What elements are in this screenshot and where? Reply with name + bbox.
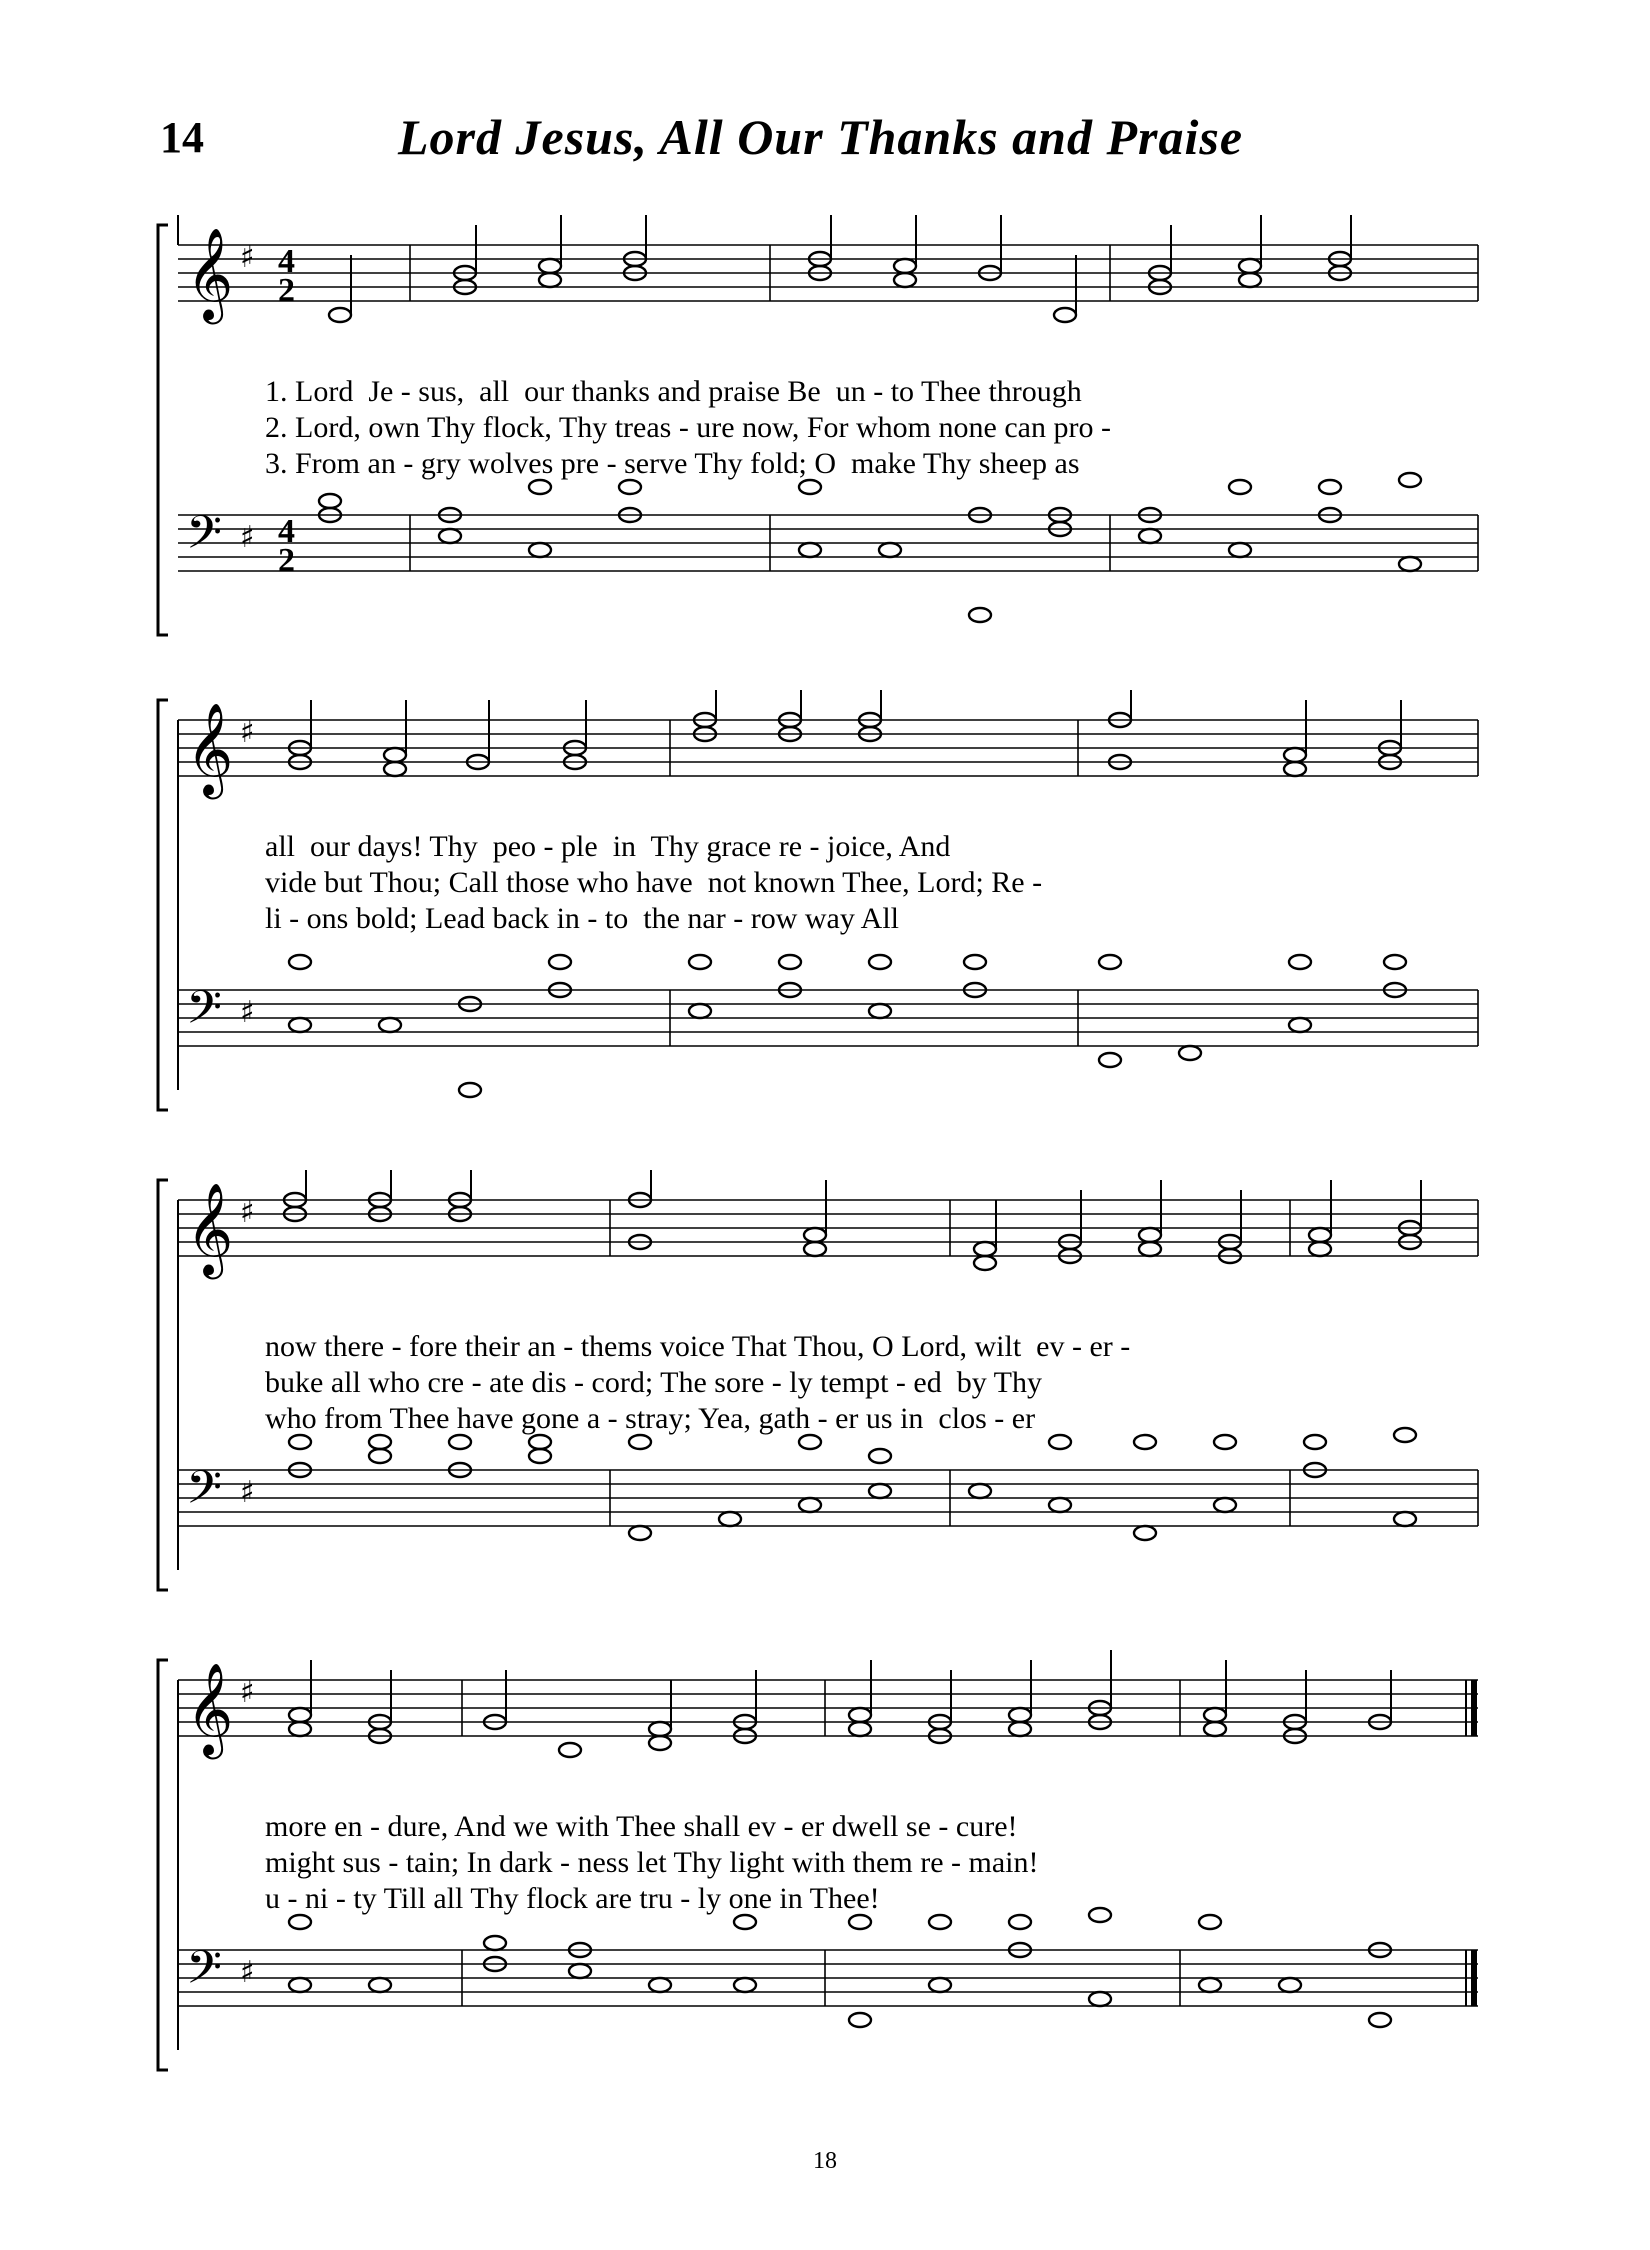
verse-1-line: 1. Lord Je - sus, all our thanks and praise Be un - to Thee through [265,375,1082,408]
hymn-title: Lord Jesus, All Our Thanks and Praise [398,109,1244,165]
page-number: 18 [813,2148,837,2174]
music-system-1 [0,215,1650,675]
music-system-4 [0,1650,1650,2110]
verse-3-line: who from Thee have gone a - stray; Yea, gath - er us in clos - er [265,1402,1036,1435]
verse-3-line: u - ni - ty Till all Thy flock are tru - ly one in Thee! [265,1882,880,1915]
svg-text:♯: ♯ [240,240,255,275]
verse-2-line: vide but Thou; Call those who have not known Thee, Lord; Re - [265,866,1043,899]
music-system-3 [0,1170,1650,1630]
staff-graphic [0,215,1650,675]
svg-text:𝄞: 𝄞 [186,1182,234,1275]
verse-1-line: more en - dure, And we with Thee shall ev - er dwell se - cure! [265,1810,1018,1843]
svg-text:2: 2 [278,542,295,579]
verse-1-line: now there - fore their an - thems voice That Thou, O Lord, wilt ev - er - [265,1330,1131,1363]
svg-text:𝄢: 𝄢 [186,1941,223,2006]
svg-text:𝄢: 𝄢 [186,981,223,1046]
staff-graphic [0,1170,1650,1630]
svg-text:4: 4 [278,243,295,280]
svg-text:2: 2 [278,272,295,309]
verse-3-line: li - ons bold; Lead back in - to the nar - row way All [265,902,900,935]
verse-3-line: 3. From an - gry wolves pre - serve Thy fold; O make Thy sheep as [265,447,1080,480]
verse-2-line: buke all who cre - ate dis - cord; The sore - ly tempt - ed by Thy [265,1366,1042,1399]
svg-text:𝄢: 𝄢 [186,1461,223,1526]
verse-1-line: all our days! Thy peo - ple in Thy grace re - joice, And [265,830,951,863]
svg-text:𝄢: 𝄢 [186,506,223,571]
svg-text:♯: ♯ [240,1955,255,1990]
verse-2-line: 2. Lord, own Thy flock, Thy treas - ure now, For whom none can pro - [265,411,1111,444]
svg-text:♯: ♯ [240,1675,255,1710]
svg-text:4: 4 [278,513,295,550]
svg-text:♯: ♯ [240,995,255,1030]
svg-text:♯: ♯ [240,1195,255,1230]
svg-text:𝄞: 𝄞 [186,1662,234,1755]
svg-text:♯: ♯ [240,715,255,750]
svg-text:𝄞: 𝄞 [186,227,234,320]
hymn-number: 14 [160,113,204,162]
verse-2-line: might sus - tain; In dark - ness let Thy light with them re - main! [265,1846,1039,1879]
staff-graphic [0,1650,1650,2110]
svg-text:♯: ♯ [240,520,255,555]
svg-text:𝄞: 𝄞 [186,702,234,795]
svg-text:♯: ♯ [240,1475,255,1510]
music-system-2 [0,690,1650,1150]
